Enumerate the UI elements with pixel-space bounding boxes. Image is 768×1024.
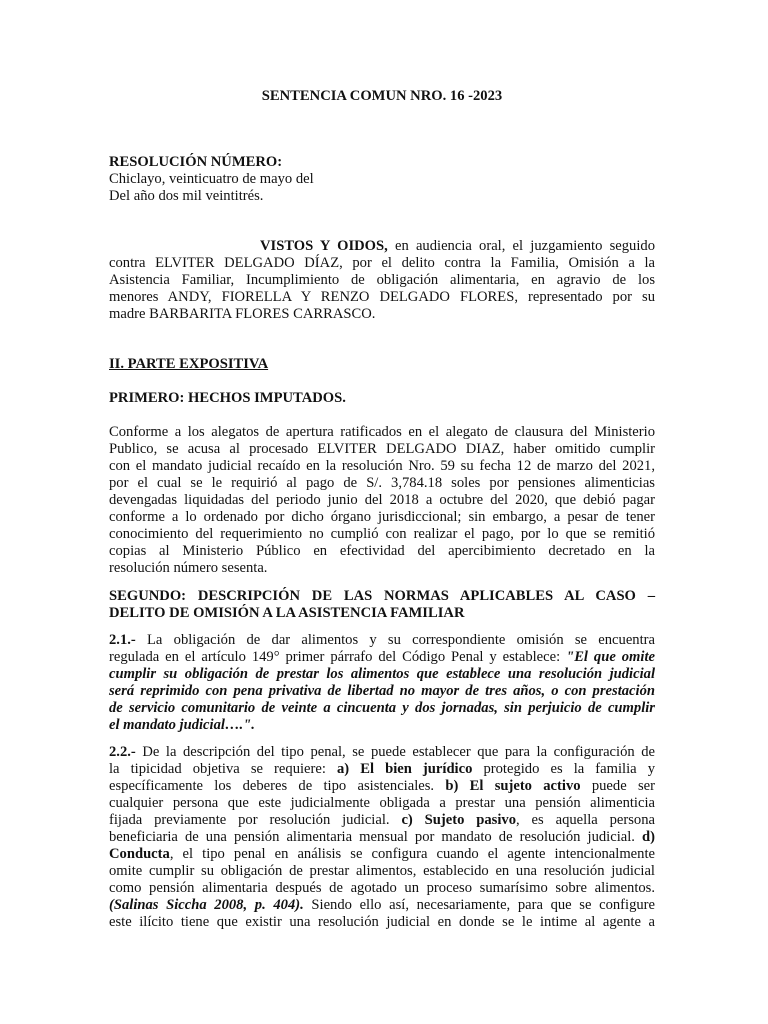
p22-line: [109, 778, 655, 795]
primero-line: resolución número sesenta.: [109, 560, 268, 576]
vistos-line: [109, 238, 655, 255]
vistos-lead: VISTOS Y OIDOS,: [260, 238, 388, 254]
primero-line: Publico, se acusa al procesado ELVITER DELGADO DIAZ, haber omitido cumplir: [109, 441, 655, 457]
primero-line: por el cual se le requirió al pago de S/. 3,784.18 soles por pensiones alimenticias: [109, 475, 655, 491]
p22-text: específicamente los deberes de tipo asistenciales.: [109, 778, 446, 794]
p22-line: [109, 812, 655, 829]
p22-line: [109, 897, 655, 914]
primero-line: con el mandato judicial recaído en la resolución Nro. 59 su fecha 12 de marzo del 2021,: [109, 458, 655, 474]
p22-text: fijada previamente por resolución judicial.: [109, 812, 402, 828]
p21-quote-line: de servicio comunitario de veinte a cincuenta y dos jornadas, sin perjuicio de cumplir: [109, 700, 655, 716]
vistos-line: madre BARBARITA FLORES CARRASCO.: [109, 306, 376, 322]
primero-line: conocimiento del requerimiento no cumplió con realizar el pago, por lo que se remitió: [109, 526, 655, 542]
p22-item-d: d): [642, 829, 655, 845]
p22-line: este ilícito tiene que existir una resolución judicial en donde se le intime al agente a: [109, 914, 655, 930]
p21-line: [109, 632, 655, 649]
p22-text: , es aquella persona: [516, 812, 655, 828]
p22-line: como pensión alimentaria después de agotado un proceso sumarísimo sobre alimentos.: [109, 880, 655, 896]
p21-quote-line: será reprimido con pena privativa de libertad no mayor de tres años, o con prestación: [109, 683, 655, 699]
p22-text: la tipicidad objetiva se requiere:: [109, 761, 337, 777]
section-heading-expositiva: II. PARTE EXPOSITIVA: [109, 356, 269, 372]
p22-text: protegido es la familia y: [472, 761, 656, 777]
primero-line: copias al Ministerio Público en efectividad del apercibimiento decretado en la: [109, 543, 655, 559]
primero-line: devengadas liquidadas del periodo junio del 2018 a octubre del 2020, que debió pagar: [109, 492, 655, 508]
segundo-heading: SEGUNDO: DESCRIPCIÓN DE LAS NORMAS APLICABLES AL CASO –: [109, 588, 655, 604]
p22-citation: (Salinas Siccha 2008, p. 404).: [109, 897, 304, 913]
resolucion-place-date: Chiclayo, veinticuatro de mayo del: [109, 171, 314, 187]
p21-quote-line: el mandato judicial….".: [109, 717, 255, 733]
primero-line: Conforme a los alegatos de apertura ratificados en el alegato de clausura del Ministerio: [109, 424, 655, 440]
p21-quote: "El que omite: [566, 649, 655, 665]
p22-conducta: Conducta: [109, 846, 170, 862]
segundo-heading-cont: DELITO DE OMISIÓN A LA ASISTENCIA FAMILIAR: [109, 605, 465, 621]
p22-item-a: a) El bien jurídico: [337, 761, 473, 777]
p22-line: [109, 744, 655, 761]
resolucion-year: Del año dos mil veintitrés.: [109, 188, 264, 204]
vistos-line: contra ELVITER DELGADO DÍAZ, por el delito contra la Familia, Omisión a la: [109, 255, 655, 271]
p21-number: 2.1.-: [109, 632, 136, 648]
document-title: SENTENCIA COMUN NRO. 16 -2023: [261, 88, 503, 104]
vistos-line: menores ANDY, FIORELLA Y RENZO DELGADO FLORES, representado por su: [109, 289, 655, 305]
primero-line: conforme a lo ordenado por dicho órgano jurisdiccional; sin embargo, a pesar de tener: [109, 509, 655, 525]
p22-text: De la descripción del tipo penal, se puede establecer que para la configuración de: [135, 744, 655, 760]
p22-line: [109, 829, 655, 846]
p22-item-b: b) El sujeto activo: [445, 778, 581, 794]
p22-line: [109, 846, 655, 863]
p21-quote-line: cumplir su obligación de prestar los alimentos que establece una resolución judicial: [109, 666, 655, 682]
p21-line: [109, 649, 655, 666]
p21-text: La obligación de dar alimentos y su correspondiente omisión se encuentra: [135, 632, 655, 648]
p22-text: puede ser: [580, 778, 655, 794]
primero-heading: PRIMERO: HECHOS IMPUTADOS.: [109, 390, 346, 406]
p21-text: regulada en el artículo 149° primer párrafo del Código Penal y establece:: [109, 649, 567, 665]
p22-line: omite cumplir su obligación de prestar alimentos, establecido en una resolución judicial: [109, 863, 655, 879]
vistos-text: en audiencia oral, el juzgamiento seguido: [387, 238, 655, 254]
p22-text: , el tipo penal en análisis se configura cuando el agente intencionalmente: [169, 846, 655, 862]
p22-line: [109, 761, 655, 778]
p22-number: 2.2.-: [109, 744, 136, 760]
p22-item-c: c) Sujeto pasivo: [401, 812, 517, 828]
p22-text: Siendo ello así, necesariamente, para que se configure: [303, 897, 656, 913]
vistos-line: Asistencia Familiar, Incumplimiento de obligación alimentaria, en agravio de los: [109, 272, 655, 288]
p22-text: beneficiaria de una pensión alimentaria mensual por mandato de resolución judicial.: [109, 829, 643, 845]
p22-line: cualquier persona que este judicialmente obligada a prestar una pensión alimenticia: [109, 795, 655, 811]
resolucion-heading: RESOLUCIÓN NÚMERO:: [109, 154, 283, 170]
